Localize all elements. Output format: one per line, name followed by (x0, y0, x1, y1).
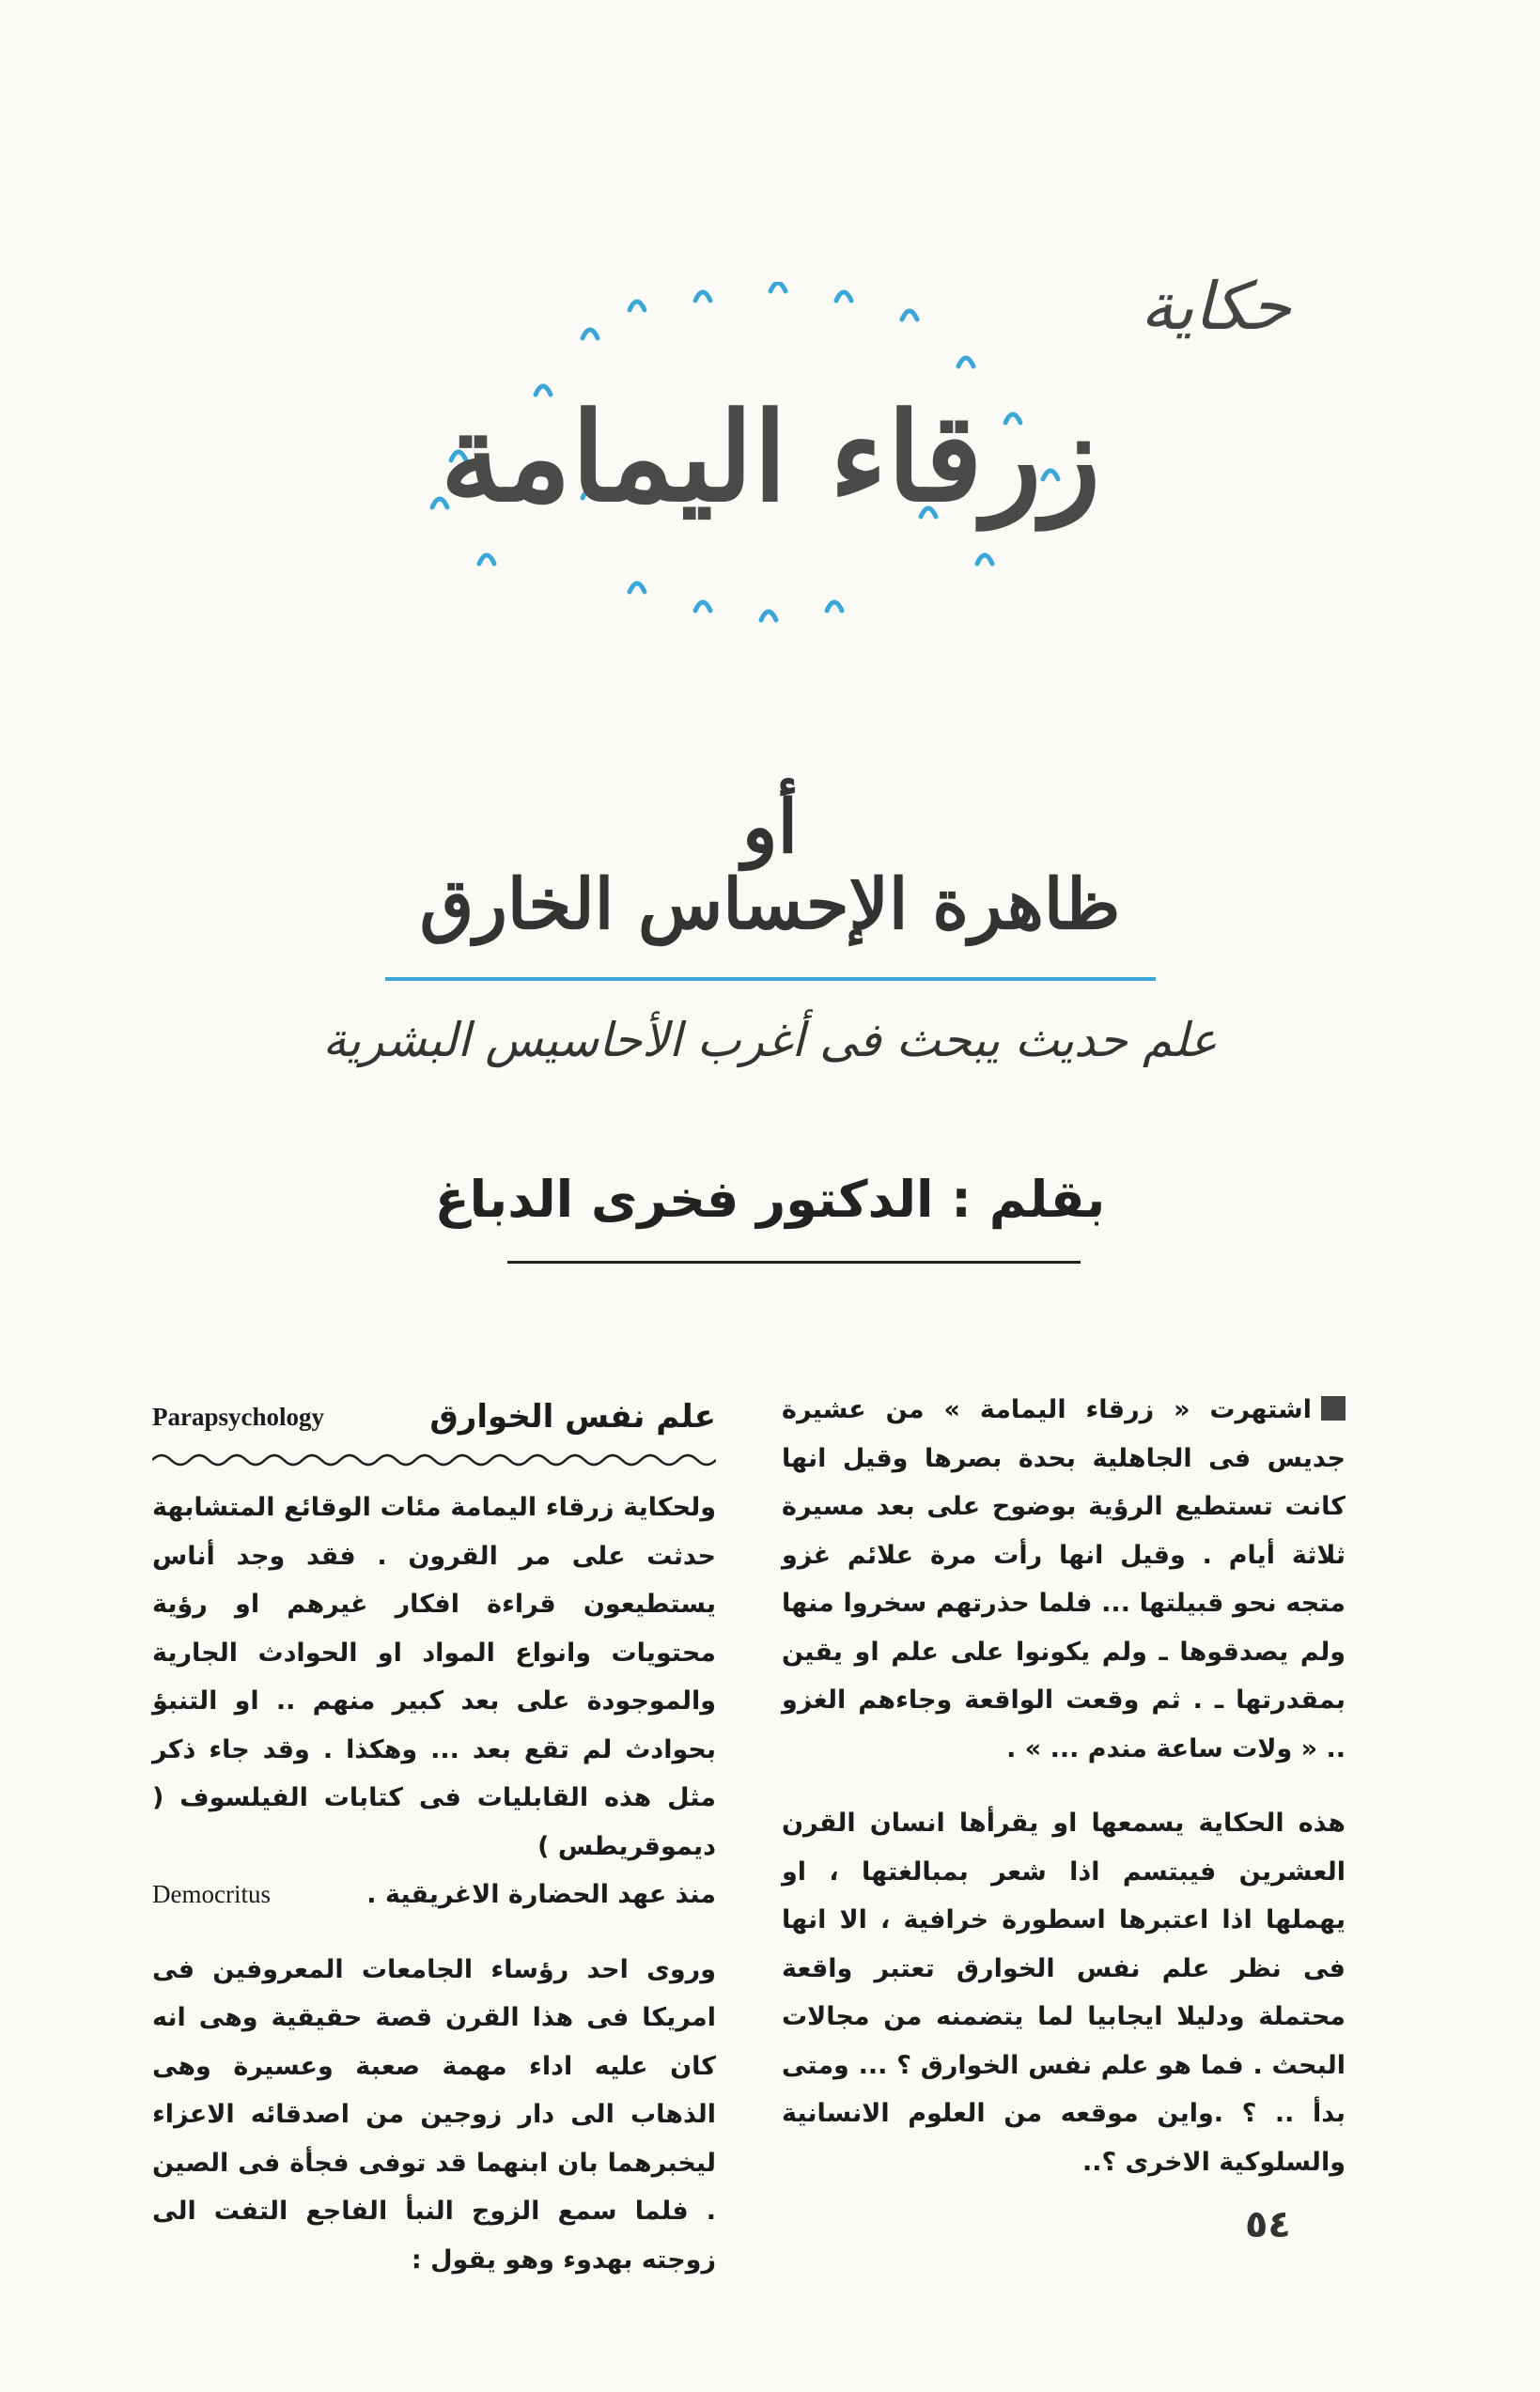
section-heading (152, 1386, 716, 1450)
section-title-english: Parapsychology (152, 1403, 325, 1432)
paragraph-end-text: منذ عهد الحضارة الاغريقية . (366, 1880, 716, 1909)
story-paragraph: وروى احد رؤساء الجامعات المعروفين فى امريكا فى هذا القرن قصة حقيقية وهى انه كان عليه اداء مهمة صعبة وعسيرة وهى الذهاب الى دار زوجين من اصدقائه الاعزاء ليخبرهما بان ابنهما قد توفى فجأة فى الصين . فلما سمع الزوج النبأ الفاجع التفت الى زوجته بهدوء وهو يقول : (152, 1954, 716, 2275)
author-byline: بقلم : الدكتور فخرى الدباغ (434, 1170, 1106, 1229)
similar-cases-paragraph: ولحكاية زرقاء اليمامة مئات الوقائع المتشابهة حدثت على مر القرون . فقد وجد أناس يستطيعون قراءة افكار غيرهم او رؤية محتويات وانواع المواد او الحوادث الجارية والموجودة على بعد كبير منهم .. او التنبؤ بحوادث لم تقع بعد ... وهكذا . وقد جاء ذكر مثل هذه القابليات فى كتابات الفيلسوف ( ديموقريطس ) (152, 1493, 716, 1861)
subtitle-underline (385, 977, 1156, 981)
section-title: علم نفس الخوارق (429, 1398, 716, 1437)
paragraph-end-line (152, 1871, 716, 1919)
wavy-divider (152, 1450, 716, 1470)
story-label: حكاية (1140, 268, 1291, 345)
main-title: زرقاء اليمامة (440, 385, 1101, 529)
page-number: ٥٤ (1245, 2203, 1291, 2246)
paragraph-marker-icon (1321, 1396, 1346, 1421)
question-paragraph: هذه الحكاية يسمعها او يقرأها انسان القرن العشرين فيبتسم اذا شعر بمبالغتها ، او يهملها اذا اعتبرها اسطورة خرافية ، الا انها فى نظر علم نفس الخوارق تعتبر واقعة محتملة ودليلا ايجابيا لما يتضمنه من مجالات البحث . فما هو علم نفس الخوارق ؟ ... ومتى بدأ .. ؟ .واين موقعه من العلوم الانسانية والسلوكية الاخرى ؟.. (782, 1809, 1346, 2177)
title-connector: أو (741, 784, 799, 870)
subtitle: ظاهرة الإحساس الخارق (419, 864, 1121, 945)
philosopher-name-english: Democritus (152, 1880, 271, 1908)
article-column-left (152, 1386, 716, 2284)
tagline: علم حديث يبحث فى أغرب الأحاسيس البشرية (322, 1013, 1218, 1067)
article-column-right (782, 1386, 1346, 2186)
intro-paragraph: اشتهرت « زرقاء اليمامة » من عشيرة جديس فى الجاهلية بحدة بصرها وقيل انها كانت تستطيع الرؤية بوضوح على بعد مسيرة ثلاثة أيام . وقيل انها رأت مرة علائم غزو متجه نحو قبيلتها ... فلما حذرتهم سخروا منها ولم يصدقوها ـ ولم يكونوا على علم او يقين بمقدرتها ـ . ثم وقعت الواقعة وجاءهم الغزو .. « ولات ساعة مندم ... » . (782, 1395, 1346, 1763)
byline-underline (507, 1261, 1081, 1264)
